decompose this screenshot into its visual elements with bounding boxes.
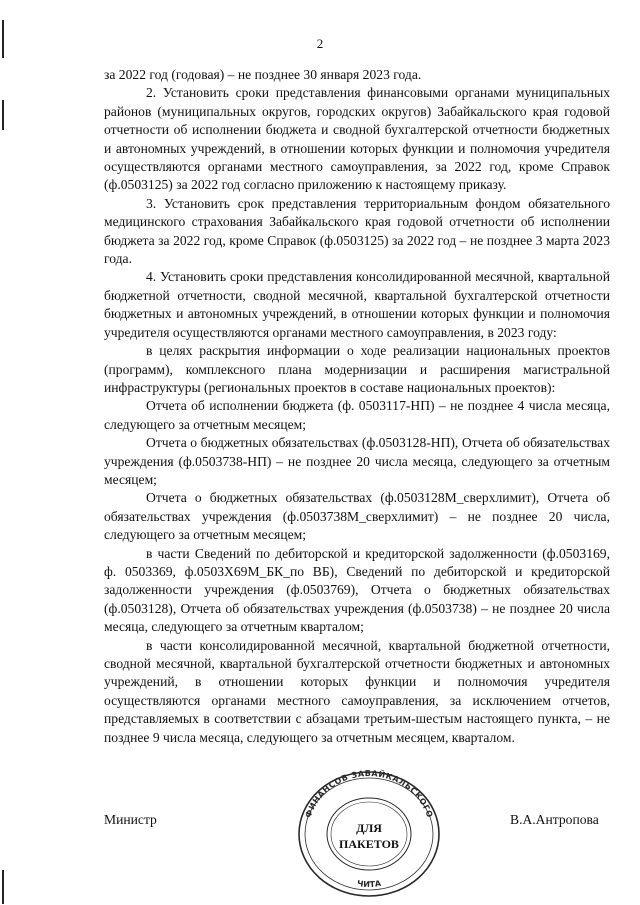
- signature-name: В.А.Антропова: [510, 812, 599, 827]
- official-stamp: [294, 768, 444, 898]
- paragraph-consolidated: в части консолидированной месячной, квартальной бюджетной отчетности, сводной месячной, квартальной бухгалтерской отчетности бюджетных и автономных учреждений, в отношении которых функции и полномочия учредителя осуществляются органами местного самоуправления, за исключением отчетов, представляемых в соответствии с абзацами третьим-шестым настоящего пункта, – не позднее 9 числа месяца, следующего за отчетным месяцем, кварталом.: [104, 637, 610, 745]
- svg-text:ФИНАНСОВ ЗАБАЙКАЛЬСКОГО: [304, 768, 435, 819]
- paragraph-item-4: 4. Установить сроки представления консолидированной месячной, квартальной бюджетной отчетности, сводной месячной, квартальной бухгалтерской отчетности бюджетных и автономных учреждений, в отношении которых функции и полномочия учредителя осуществляются органами местного самоуправления, в 2023 году:: [104, 269, 610, 340]
- paragraph-item-2: 2. Установить сроки представления финансовыми органами муниципальных районов (муниципальных округов, городских округов) Забайкальского края годовой отчетности об исполнении бюджета и сводной бухгалтерской отчетности бюджетных и автономных учреждений, в отношении которых функции и полномочия учредителя осуществляются органами местного самоуправления, за 2022 год, кроме Справок (ф.0503125) за 2022 год согласно приложению к настоящему приказу.: [104, 85, 610, 193]
- stamp-center-line1: ДЛЯ: [356, 821, 382, 835]
- paragraph-report-sverhlimit: Отчета о бюджетных обязательствах (ф.0503128М_сверхлимит), Отчета об обязательствах учреждения (ф.0503738М_сверхлимит) – не позднее 20 числа, следующего за отчетным месяцем;: [104, 490, 610, 543]
- page-number: 2: [316, 36, 324, 51]
- left-margin-line-3: [2, 870, 4, 904]
- paragraph-report-0503117: Отчета об исполнении бюджета (ф. 0503117-НП) – не позднее 4 числа месяца, следующего за отчетным месяцем;: [104, 398, 610, 432]
- stamp-ring-bottom: ЧИТА: [356, 878, 382, 890]
- paragraph-national-projects: в целях раскрытия информации о ходе реализации национальных проектов (программ), комплексного плана модернизации и расширения магистральной инфраструктуры (региональных проектов в составе национальных проектов):: [104, 343, 610, 395]
- stamp-center-line2: ПАКЕТОВ: [339, 837, 399, 851]
- signature-position: Министр: [104, 812, 157, 827]
- paragraph-report-0503128-np: Отчета о бюджетных обязательствах (ф.0503128-НП), Отчета об обязательствах учреждения (ф.0503738-НП) – не позднее 20 числа месяца, следующего за отчетным месяцем;: [104, 435, 610, 487]
- left-margin-line-2: [2, 100, 4, 130]
- paragraph-debt-info: в части Сведений по дебиторской и кредиторской задолженности (ф.0503169, ф. 0503369, ф.0503Х69М_БК_по ВБ), Сведений по дебиторской и кредиторской задолженности учреждения (ф.0503769), Отчета о бюджетных обязательствах (ф.0503128), Отчета об обязательствах учреждения (ф.0503738) – не позднее 20 числа месяца, следующего за отчетным кварталом;: [104, 545, 610, 635]
- document-body: [104, 66, 610, 747]
- paragraph-item-3: 3. Установить срок представления территориальным фондом обязательного медицинского страхования Забайкальского края годовой отчетности об исполнении бюджета за 2022 год, кроме Справок (ф.0503125) за 2022 год – не позднее 3 марта 2023 года.: [104, 195, 610, 267]
- paragraph-1-continuation: за 2022 год (годовая) – не позднее 30 января 2023 года.: [104, 67, 422, 82]
- stamp-ring-top: ФИНАНСОВ ЗАБАЙКАЛЬСКОГО: [303, 768, 435, 820]
- svg-text:ЧИТА: [356, 879, 382, 889]
